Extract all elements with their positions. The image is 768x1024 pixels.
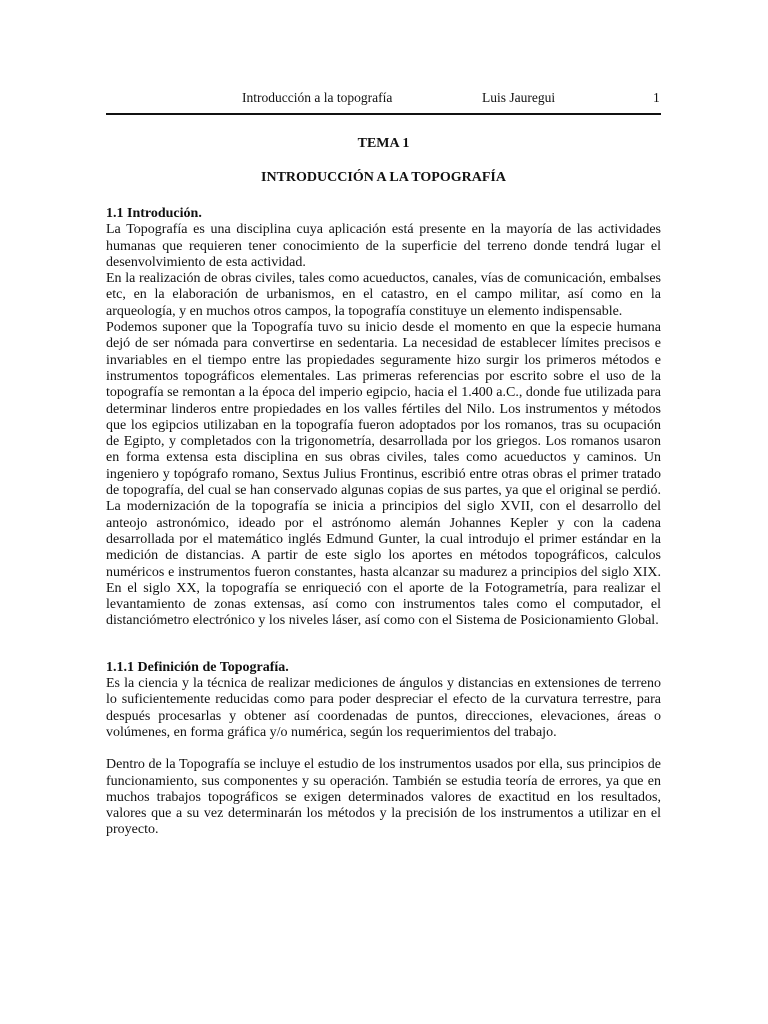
section-heading-1-1: 1.1 Introdución. (106, 206, 202, 221)
paragraph-historia: Podemos suponer que la Topografía tuvo su inicio desde el momento en que la especie humana dejó de ser nómada para convertirse en sedentaria. La necesidad de establecer límites precisos e invariables en el tiempo entre las propiedades seguramente hizo surgir los primeros métodos e instrumentos topográficos elementales. Las primeras referencias por escrito sobre el uso de la topografía se remontan a la época del imperio egipcio, hacia el 1.400 a.C., donde fue utilizada para determinar linderos entre propiedades en los valles fértiles del Nilo. Los instrumentos y métodos que los egipcios utilizaban en la topografía fueron adoptados por los romanos, tras su ocupación de Egipto, y completados con la trigonometría, desarrollada por los griegos. Los romanos usaron en forma extensa esta disciplina en sus obras civiles, tales como acueductos y caminos. Un ingeniero y topógrafo romano, Sextus Julius Frontinus, escribió entre otras obras el primer tratado de topografía, del cual se han conservado algunas copias de sus partes, ya que el original se perdió. La modernización de la topografía se inicia a principios del siglo XVII, con el desarrollo del anteojo astronómico, ideado por el astrónomo alemán Johannes Kepler y con la cadena desarrollada por el matemático inglés Edmund Gunter, la cual introdujo el primer estándar en la medición de distancias. A partir de este siglo los aportes en métodos topográficos, calculos numéricos e instrumentos fueron constantes, hasta alcanzar su madurez a principios del siglo XIX. En el siglo XX, la topografía se enriqueció con el aporte de la Fotogrametría, para realizar el levantamiento de zonas extensas, así como con instrumentos tales como el computador, el distanciómetro electrónico y los niveles láser, así como con el Sistema de Posicionamiento Global. (106, 320, 661, 629)
header-rule (106, 113, 661, 115)
paragraph-definicion: Es la ciencia y la técnica de realizar mediciones de ángulos y distancias en extensiones de terreno lo suficientemente reducidas como para poder despreciar el efecto de la curvatura terrestre, para después procesarlas y obtener así coordenadas de puntos, direcciones, elevaciones, áreas o volúmenes, en forma gráfica y/o numérica, según los requerimientos del trabajo. (106, 676, 661, 740)
section-spacer (106, 630, 661, 660)
paragraph-intro: La Topografía es una disciplina cuya aplicación está presente en la mayoría de las actividades humanas que requieren tener conocimiento de la superficie del terreno donde tendrá lugar el desenvolvimiento de esta actividad. (106, 222, 661, 270)
paragraph-obras-civiles: En la realización de obras civiles, tales como acueductos, canales, vías de comunicación, embalses etc, en la elaboración de urbanismos, en el catastro, en el campo militar, así como en la arqueología, y en muchos otros campos, la topografía constituye un elemento indispensable. (106, 271, 661, 319)
running-header-title: Introducción a la topografía (242, 90, 393, 105)
tema-heading: TEMA 1 (357, 136, 410, 151)
paragraph-spacer (106, 741, 661, 757)
paragraph-instrumentos: Dentro de la Topografía se incluye el estudio de los instrumentos usados por ella, sus principios de funcionamiento, sus componentes y su operación. También se estudia teoría de errores, ya que en muchos trabajos topográficos se exigen determinados valores de exactitud en los resultados, valores que a su vez determinarán los métodos y la precisión de los instrumentos a utilizar en el proyecto. (106, 757, 661, 838)
running-header-author: Luis Jauregui (482, 90, 556, 105)
section-heading-1-1-1: 1.1.1 Definición de Topografía. (106, 659, 289, 675)
page-number: 1 (653, 90, 660, 105)
chapter-title: INTRODUCCIÓN A LA TOPOGRAFÍA (261, 170, 506, 185)
body-text (106, 206, 661, 839)
